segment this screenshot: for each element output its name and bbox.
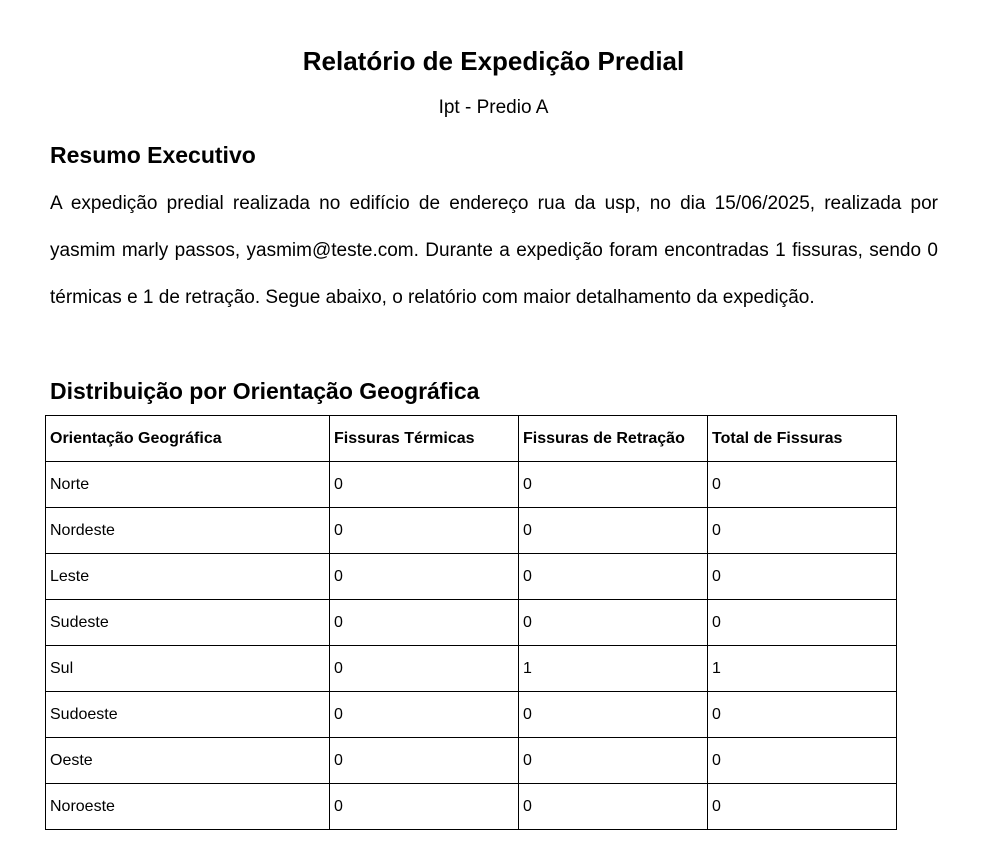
orientation-cell: Leste [46,554,330,600]
thermal-cracks-cell: 0 [330,600,519,646]
total-cracks-cell: 0 [708,738,897,784]
report-title: Relatório de Expedição Predial [302,46,685,76]
thermal-cracks-cell: 0 [330,784,519,830]
total-cracks-cell: 0 [708,692,897,738]
shrinkage-cracks-cell: 0 [519,600,708,646]
table-row [46,554,897,600]
thermal-cracks-cell: 0 [330,646,519,692]
summary-text: A expedição predial realizada no edifício de endereço rua da usp, no dia 15/06/2025, realizada por yasmim marly passos, yasmim@teste.com. Durante a expedição foram encontradas 1 fissuras, sendo 0 térmicas e 1 de retração. Segue abaixo, o relatório com maior detalhamento da expedição. [50,193,938,308]
table-row [46,508,897,554]
orientation-cell: Sudoeste [46,692,330,738]
column-header-orientation: Orientação Geográfica [46,416,330,462]
column-header-total-cracks: Total de Fissuras [708,416,897,462]
table-row [46,692,897,738]
thermal-cracks-cell: 0 [330,508,519,554]
total-cracks-cell: 0 [708,784,897,830]
table-row [46,784,897,830]
shrinkage-cracks-cell: 1 [519,646,708,692]
column-header-thermal-cracks: Fissuras Térmicas [330,416,519,462]
report-subtitle: Ipt - Predio A [438,97,549,118]
thermal-cracks-cell: 0 [330,692,519,738]
shrinkage-cracks-cell: 0 [519,508,708,554]
total-cracks-cell: 0 [708,462,897,508]
table-row [46,462,897,508]
orientation-cell: Oeste [46,738,330,784]
total-cracks-cell: 0 [708,554,897,600]
shrinkage-cracks-cell: 0 [519,462,708,508]
total-cracks-cell: 0 [708,600,897,646]
thermal-cracks-cell: 0 [330,462,519,508]
thermal-cracks-cell: 0 [330,554,519,600]
distribution-heading: Distribuição por Orientação Geográfica [50,378,480,404]
table-row [46,738,897,784]
total-cracks-cell: 1 [708,646,897,692]
summary-heading: Resumo Executivo [50,142,256,168]
shrinkage-cracks-cell: 0 [519,784,708,830]
total-cracks-cell: 0 [708,508,897,554]
shrinkage-cracks-cell: 0 [519,692,708,738]
column-header-shrinkage-cracks: Fissuras de Retração [519,416,708,462]
orientation-cell: Sudeste [46,600,330,646]
orientation-cell: Sul [46,646,330,692]
table-row [46,646,897,692]
distribution-table [45,415,897,830]
shrinkage-cracks-cell: 0 [519,738,708,784]
orientation-cell: Noroeste [46,784,330,830]
orientation-cell: Nordeste [46,508,330,554]
table-header-row [46,416,897,462]
thermal-cracks-cell: 0 [330,738,519,784]
table-row [46,600,897,646]
orientation-cell: Norte [46,462,330,508]
shrinkage-cracks-cell: 0 [519,554,708,600]
